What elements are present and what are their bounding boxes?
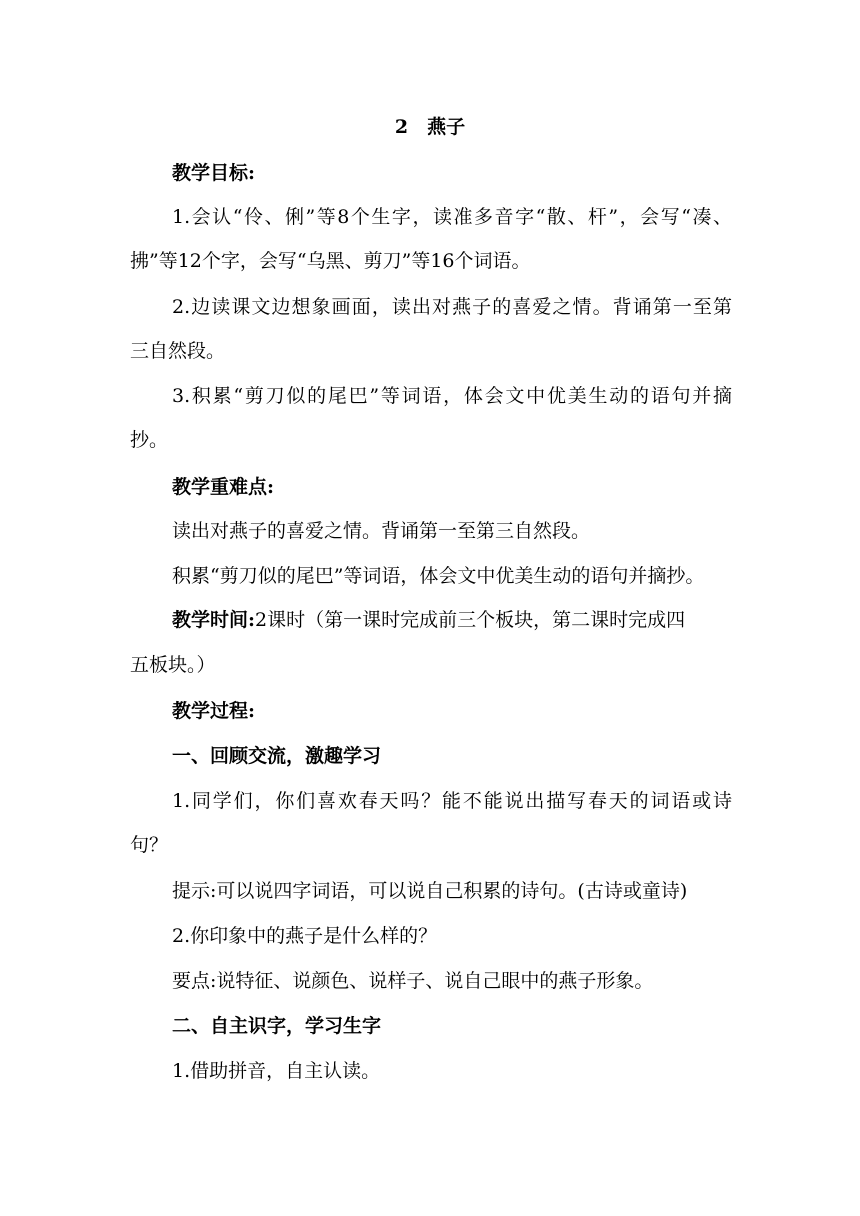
process-heading: 教学过程: [172, 700, 256, 722]
teaching-time-line-2: 五板块。） [130, 654, 216, 676]
section-1-key-point: 要点:说特征、说颜色、说样子、说自己眼中的燕子形象。 [172, 970, 654, 992]
section-1-question-1-line-2: 句？ [130, 834, 169, 856]
objective-1-line-2: 拂”等12个字，会写“乌黑、剪刀”等16个词语。 [130, 250, 531, 272]
section-2-item-1: 1.借助拼音，自主认读。 [172, 1060, 381, 1082]
teaching-time-text: 2课时（第一课时完成前三个板块，第二课时完成四 [255, 609, 686, 631]
objective-2-line-1: 2.边读课文边想象画面，读出对燕子的喜爱之情。背诵第一至第 [172, 296, 732, 318]
objective-3-line-2: 抄。 [130, 429, 169, 451]
teaching-time [172, 605, 732, 635]
key-point-1: 读出对燕子的喜爱之情。背诵第一至第三自然段。 [172, 520, 591, 542]
objective-1-line-1: 1.会认“伶、俐”等8个生字，读准多音字“散、杆”，会写“凑、 [172, 206, 732, 228]
section-2-heading: 二、自主识字，学习生字 [172, 1015, 382, 1037]
key-point-2: 积累“剪刀似的尾巴”等词语，体会文中优美生动的语句并摘抄。 [172, 565, 705, 587]
lesson-title: 2 燕子 [394, 116, 466, 138]
section-1-question-2: 2.你印象中的燕子是什么样的？ [172, 925, 438, 947]
section-1-hint: 提示:可以说四字词语，可以说自己积累的诗句。(古诗或童诗) [172, 880, 688, 902]
teaching-time-label: 教学时间: [172, 609, 256, 631]
objective-3-line-1: 3.积累“剪刀似的尾巴”等词语，体会文中优美生动的语句并摘 [172, 385, 732, 407]
objective-2-line-2: 三自然段。 [130, 340, 226, 362]
section-1-heading: 一、回顾交流，激趣学习 [172, 745, 382, 767]
objectives-heading: 教学目标: [172, 162, 256, 184]
key-points-heading: 教学重难点: [172, 476, 275, 498]
section-1-question-1-line-1: 1.同学们，你们喜欢春天吗？能不能说出描写春天的词语或诗 [172, 790, 732, 812]
